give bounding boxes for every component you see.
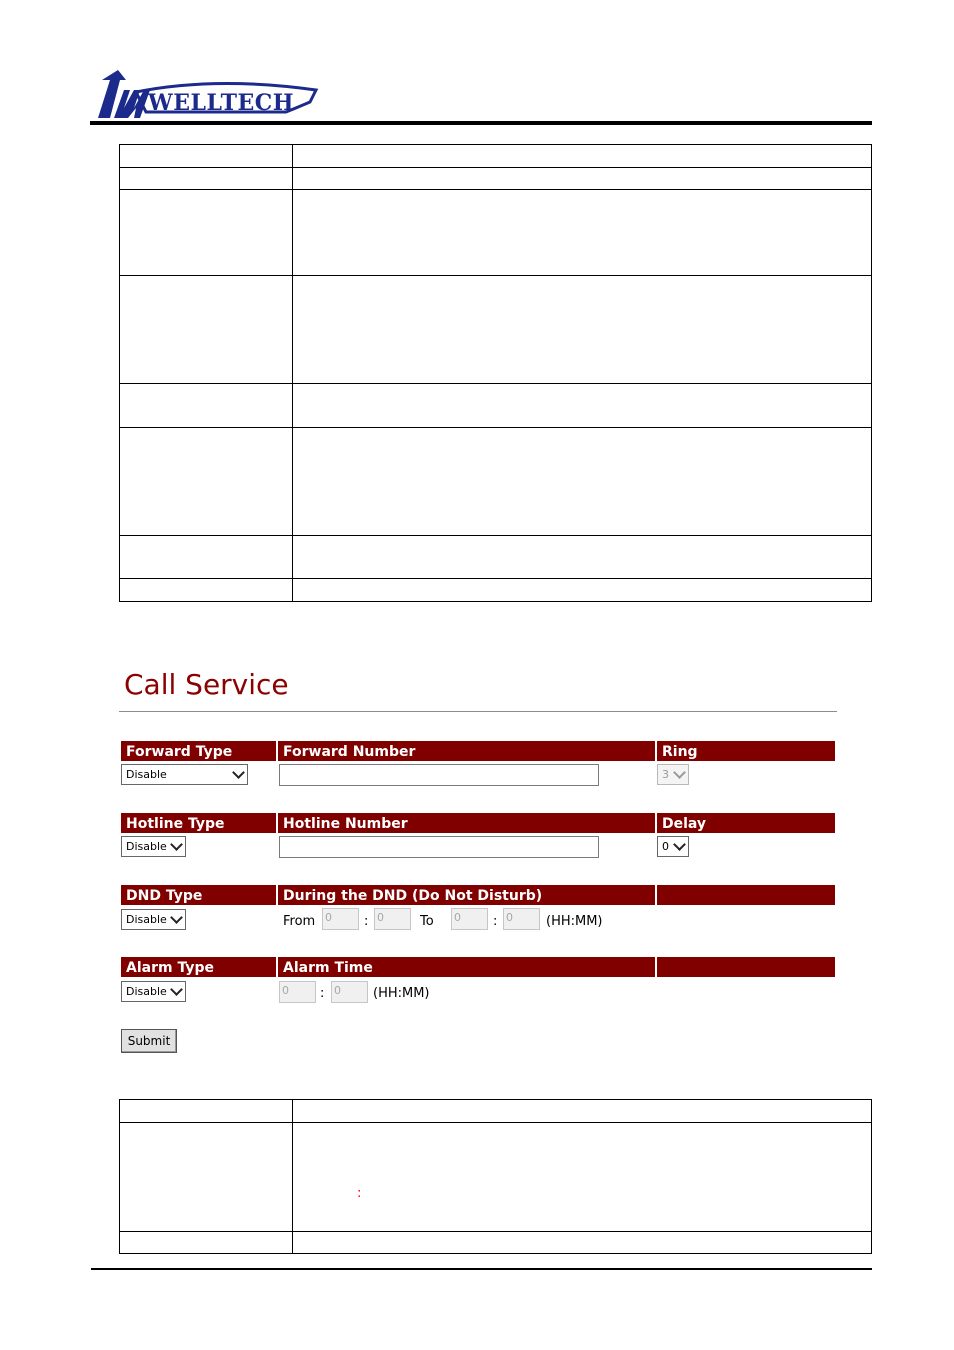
delay-select[interactable] <box>657 836 689 857</box>
dnd-period-header: During the DND (Do Not Disturb) <box>278 885 655 905</box>
table-row <box>120 1232 872 1254</box>
chevron-down-icon <box>170 838 183 851</box>
chevron-down-icon <box>170 983 183 996</box>
dnd-from-label: From <box>283 914 316 929</box>
table-row <box>120 1100 872 1123</box>
forward-type-select[interactable] <box>121 764 248 785</box>
dnd-from-minute-input[interactable]: 0 <box>374 908 411 930</box>
table-row <box>120 384 872 428</box>
submit-button[interactable]: Submit <box>121 1029 177 1053</box>
dnd-from-hour-input[interactable]: 0 <box>322 908 359 930</box>
hotline-number-input[interactable] <box>279 836 599 858</box>
welltech-logo <box>96 68 320 124</box>
alarm-colon: : <box>320 986 325 1001</box>
dnd-to-hour-input[interactable]: 0 <box>451 908 488 930</box>
table-row <box>120 190 872 276</box>
dnd-to-minute-input[interactable]: 0 <box>503 908 540 930</box>
alarm-type-header: Alarm Type <box>121 957 276 977</box>
forward-type-value: Disable <box>126 768 167 781</box>
dnd-type-header: DND Type <box>121 885 276 905</box>
hotline-number-header: Hotline Number <box>278 813 655 833</box>
table-row <box>120 428 872 536</box>
table-row <box>120 145 872 168</box>
chevron-down-icon <box>673 766 686 779</box>
alarm-time-format-label: (HH:MM) <box>373 986 430 1001</box>
forward-number-input[interactable] <box>279 764 599 786</box>
dnd-to-colon: : <box>493 914 498 929</box>
ring-select[interactable] <box>657 764 689 785</box>
hotline-type-select[interactable] <box>121 836 186 857</box>
table-row <box>120 276 872 384</box>
red-mark: : <box>357 1186 362 1201</box>
lower-doc-table <box>119 1099 872 1254</box>
dnd-from-colon: : <box>364 914 369 929</box>
dnd-type-select[interactable] <box>121 909 186 930</box>
chevron-down-icon <box>170 911 183 924</box>
alarm-minute-input[interactable]: 0 <box>331 981 368 1003</box>
forward-number-header: Forward Number <box>278 741 655 761</box>
footer-rule <box>91 1268 872 1270</box>
alarm-extra-header <box>657 957 835 977</box>
ring-value: 3 <box>662 768 669 781</box>
hotline-type-value: Disable <box>126 840 167 853</box>
chevron-down-icon <box>673 838 686 851</box>
hotline-type-header: Hotline Type <box>121 813 276 833</box>
upper-doc-table <box>119 144 872 602</box>
logo-wordmark: WELLTECH <box>148 90 295 116</box>
alarm-hour-input[interactable]: 0 <box>279 981 316 1003</box>
table-row <box>120 1123 872 1232</box>
alarm-type-value: Disable <box>126 985 167 998</box>
ring-header: Ring <box>657 741 835 761</box>
page-title: Call Service <box>124 668 289 701</box>
chevron-down-icon <box>232 766 245 779</box>
title-divider <box>119 711 837 712</box>
dnd-to-label: To <box>420 914 434 929</box>
table-row <box>120 536 872 579</box>
table-row <box>120 168 872 190</box>
delay-value: 0 <box>662 840 669 853</box>
delay-header: Delay <box>657 813 835 833</box>
alarm-time-header: Alarm Time <box>278 957 655 977</box>
alarm-type-select[interactable] <box>121 981 186 1002</box>
forward-type-header: Forward Type <box>121 741 276 761</box>
dnd-extra-header <box>657 885 835 905</box>
dnd-time-format-label: (HH:MM) <box>546 914 603 929</box>
table-row <box>120 579 872 602</box>
dnd-type-value: Disable <box>126 913 167 926</box>
header-rule <box>90 121 872 125</box>
